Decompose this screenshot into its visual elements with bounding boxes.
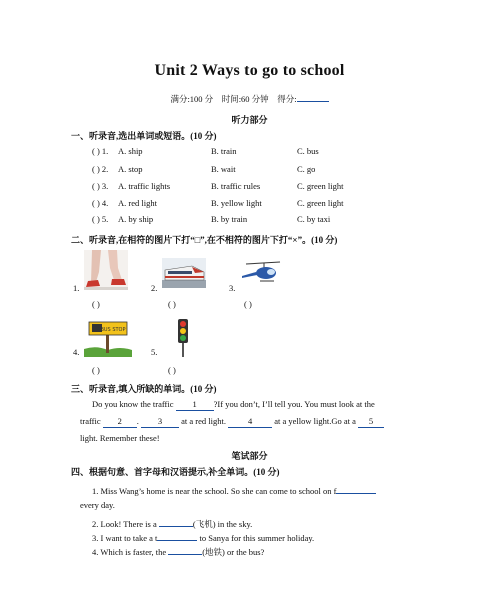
option-a[interactable]: A. ship: [118, 146, 143, 156]
section3-line3: light. Remember these!: [80, 433, 160, 443]
blank-1[interactable]: 1: [176, 399, 214, 411]
option-b[interactable]: B. train: [211, 146, 237, 156]
q2-blank[interactable]: [159, 516, 193, 527]
section3-title: 三、听录音,填入所缺的单词。(10 分): [71, 384, 217, 394]
time-label: 时间:60 分钟: [221, 94, 269, 104]
blank-2[interactable]: 2: [103, 416, 137, 428]
section4-title: 四、根据句意、首字母和汉语提示,补全单词。(10 分): [71, 467, 280, 477]
blank-4[interactable]: 4: [228, 416, 272, 428]
answer-bracket[interactable]: ( ) 5.: [92, 214, 109, 224]
walking-legs-picture: [84, 250, 128, 290]
helicopter-picture: [238, 258, 286, 288]
blank-3[interactable]: 3: [141, 416, 179, 428]
question-4: 4. Which is faster, the (地铁) or the bus?: [92, 544, 264, 558]
listening-section-header: 听力部分: [231, 115, 268, 125]
answer-bracket[interactable]: ( ) 4.: [92, 198, 109, 208]
option-b[interactable]: B. yellow light: [211, 198, 262, 208]
traffic-light-picture: [172, 318, 194, 358]
blank-5[interactable]: 5: [358, 416, 384, 428]
option-c[interactable]: C. by taxi: [297, 214, 331, 224]
question-2: 2. Look! There is a (飞机) in the sky.: [92, 516, 252, 530]
score-time-line: [0, 91, 499, 105]
pic4-number: 4.: [73, 347, 80, 357]
option-b[interactable]: B. by train: [211, 214, 248, 224]
answer-bracket[interactable]: ( ) 2.: [92, 164, 109, 174]
option-b[interactable]: B. wait: [211, 164, 236, 174]
option-c[interactable]: C. go: [297, 164, 316, 174]
full-score-label: 满分:100 分: [170, 94, 214, 104]
score-blank[interactable]: [297, 91, 329, 102]
section3-line1: Do you know the traffic 1 ?If you don’t, I’ll tell you. You must look at the: [92, 399, 375, 409]
question-3: 3. I want to take a t to Sanya for this summer holiday.: [92, 530, 314, 543]
pic4-answer-bracket[interactable]: ( ): [92, 365, 100, 375]
bus-stop-sign-text: BUS STOP: [100, 327, 126, 333]
question-1: 1. Miss Wang’s home is near the school. So she can come to school on f: [92, 483, 376, 496]
option-a[interactable]: A. stop: [118, 164, 143, 174]
score-label: 得分:: [277, 94, 297, 104]
written-section-header: 笔试部分: [231, 451, 268, 461]
option-a[interactable]: A. traffic lights: [118, 181, 171, 191]
q4-blank[interactable]: [168, 544, 202, 555]
option-c[interactable]: C. green light: [297, 198, 344, 208]
option-c[interactable]: C. green light: [297, 181, 344, 191]
question-1-continued: every day.: [80, 500, 115, 510]
option-a[interactable]: A. red light: [118, 198, 157, 208]
pic3-number: 3.: [229, 283, 236, 293]
train-picture: [162, 258, 206, 288]
section3-line2: traffic 2 . 3 at a red light. 4 at a yellow light.Go at a 5: [80, 416, 384, 428]
page-title: Unit 2 Ways to go to school: [154, 62, 345, 79]
section2-title: 二、听录音,在相符的图片下打“□”,在不相符的图片下打“×”。(10 分): [71, 235, 338, 245]
q1-blank[interactable]: [336, 483, 376, 494]
pic2-number: 2.: [151, 283, 158, 293]
pic1-answer-bracket[interactable]: ( ): [92, 299, 100, 309]
answer-bracket[interactable]: ( ) 1.: [92, 146, 109, 156]
bus-stop-sign-picture: [84, 319, 132, 357]
pic1-number: 1.: [73, 283, 80, 293]
option-b[interactable]: B. traffic rules: [211, 181, 261, 191]
answer-bracket[interactable]: ( ) 3.: [92, 181, 109, 191]
pic3-answer-bracket[interactable]: ( ): [244, 299, 252, 309]
option-a[interactable]: A. by ship: [118, 214, 154, 224]
q3-blank[interactable]: [157, 530, 197, 541]
option-c[interactable]: C. bus: [297, 146, 319, 156]
pic2-answer-bracket[interactable]: ( ): [168, 299, 176, 309]
section1-title: 一、听录音,选出单词或短语。(10 分): [71, 131, 217, 141]
pic5-answer-bracket[interactable]: ( ): [168, 365, 176, 375]
pic5-number: 5.: [151, 347, 158, 357]
